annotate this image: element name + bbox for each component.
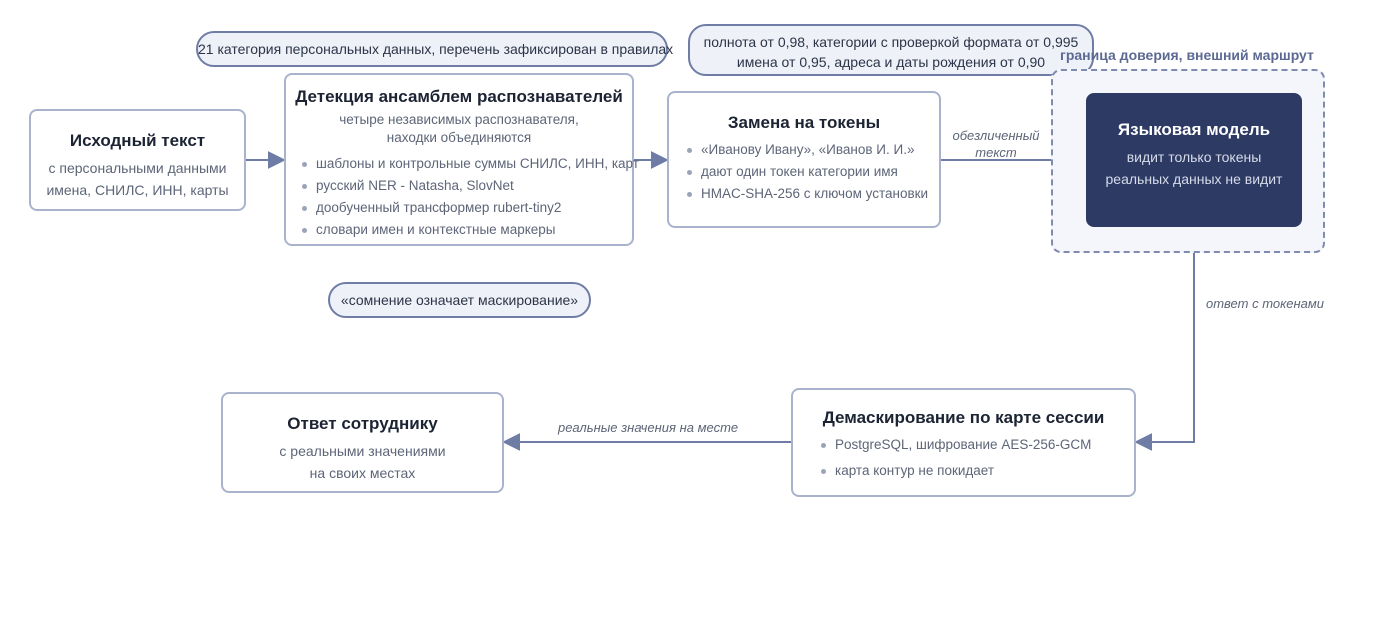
edge-label-real-values: реальные значения на месте	[558, 420, 739, 435]
doubt-note	[328, 282, 591, 318]
source-text-line: с персональными данными	[48, 160, 227, 176]
detection-node	[284, 73, 639, 246]
detection-item: дообученный трансформер rubert-tiny2	[302, 197, 632, 219]
answer-title: Ответ сотруднику	[287, 414, 438, 433]
source-text-line: имена, СНИЛС, ИНН, карты	[46, 182, 229, 198]
edge-llm-demask	[1136, 227, 1194, 442]
language-model-node	[1086, 93, 1302, 227]
detection-item: русский NER - Natasha, SlovNet	[302, 175, 632, 197]
categories-note-text: 21 категория персональных данных, перечень зафиксирован в правилах	[198, 41, 674, 57]
doubt-note-text: «сомнение означает маскирование»	[340, 292, 579, 308]
language-model-line: реальных данных не видит	[1105, 171, 1283, 187]
source-text-node	[29, 109, 246, 211]
demask-list	[821, 434, 1134, 482]
tokenize-list	[687, 139, 939, 205]
edge-label-anonymized-line2: текст	[975, 145, 1017, 160]
categories-note	[196, 31, 674, 67]
tokenize-item: HMAC-SHA-256 с ключом установки	[687, 183, 939, 205]
tokenize-item: «Иванову Ивану», «Иванов И. И.»	[687, 139, 939, 161]
quality-note-line1: полнота от 0,98, категории с проверкой формата от 0,995	[703, 34, 1079, 50]
detection-subline: четыре независимых распознавателя,	[339, 112, 579, 127]
language-model-title: Языковая модель	[1117, 120, 1271, 139]
detection-subline: находки объединяются	[386, 130, 532, 145]
tokenize-item: дают один токен категории имя	[687, 161, 939, 183]
demask-item: карта контур не покидает	[821, 460, 1134, 482]
quality-note-line2: имена от 0,95, адреса и даты рождения от 0,90	[736, 54, 1046, 70]
quality-note	[688, 24, 1094, 76]
trust-boundary-label: граница доверия, внешний маршрут	[1060, 47, 1314, 63]
demask-node	[791, 388, 1136, 497]
detection-item: словари имен и контекстные маркеры	[302, 219, 632, 241]
edge-label-response-tokens: ответ с токенами	[1206, 296, 1325, 311]
detection-title: Детекция ансамблем распознавателей	[295, 87, 623, 106]
detection-list	[302, 153, 639, 241]
detection-item: шаблоны и контрольные суммы СНИЛС, ИНН, карт	[302, 153, 632, 175]
language-model-line: видит только токены	[1126, 149, 1262, 165]
demask-title: Демаскирование по карте сессии	[822, 408, 1105, 427]
edge-label-anonymized	[946, 127, 1046, 161]
tokenize-node	[667, 91, 941, 228]
edge-label-anonymized-line1: обезличенный	[952, 128, 1040, 143]
answer-line: с реальными значениями	[279, 443, 446, 459]
source-text-title: Исходный текст	[69, 131, 206, 150]
answer-node	[221, 392, 504, 493]
tokenize-title: Замена на токены	[727, 113, 881, 132]
demask-item: PostgreSQL, шифрование AES-256-GCM	[821, 434, 1134, 456]
answer-line: на своих местах	[309, 465, 416, 481]
